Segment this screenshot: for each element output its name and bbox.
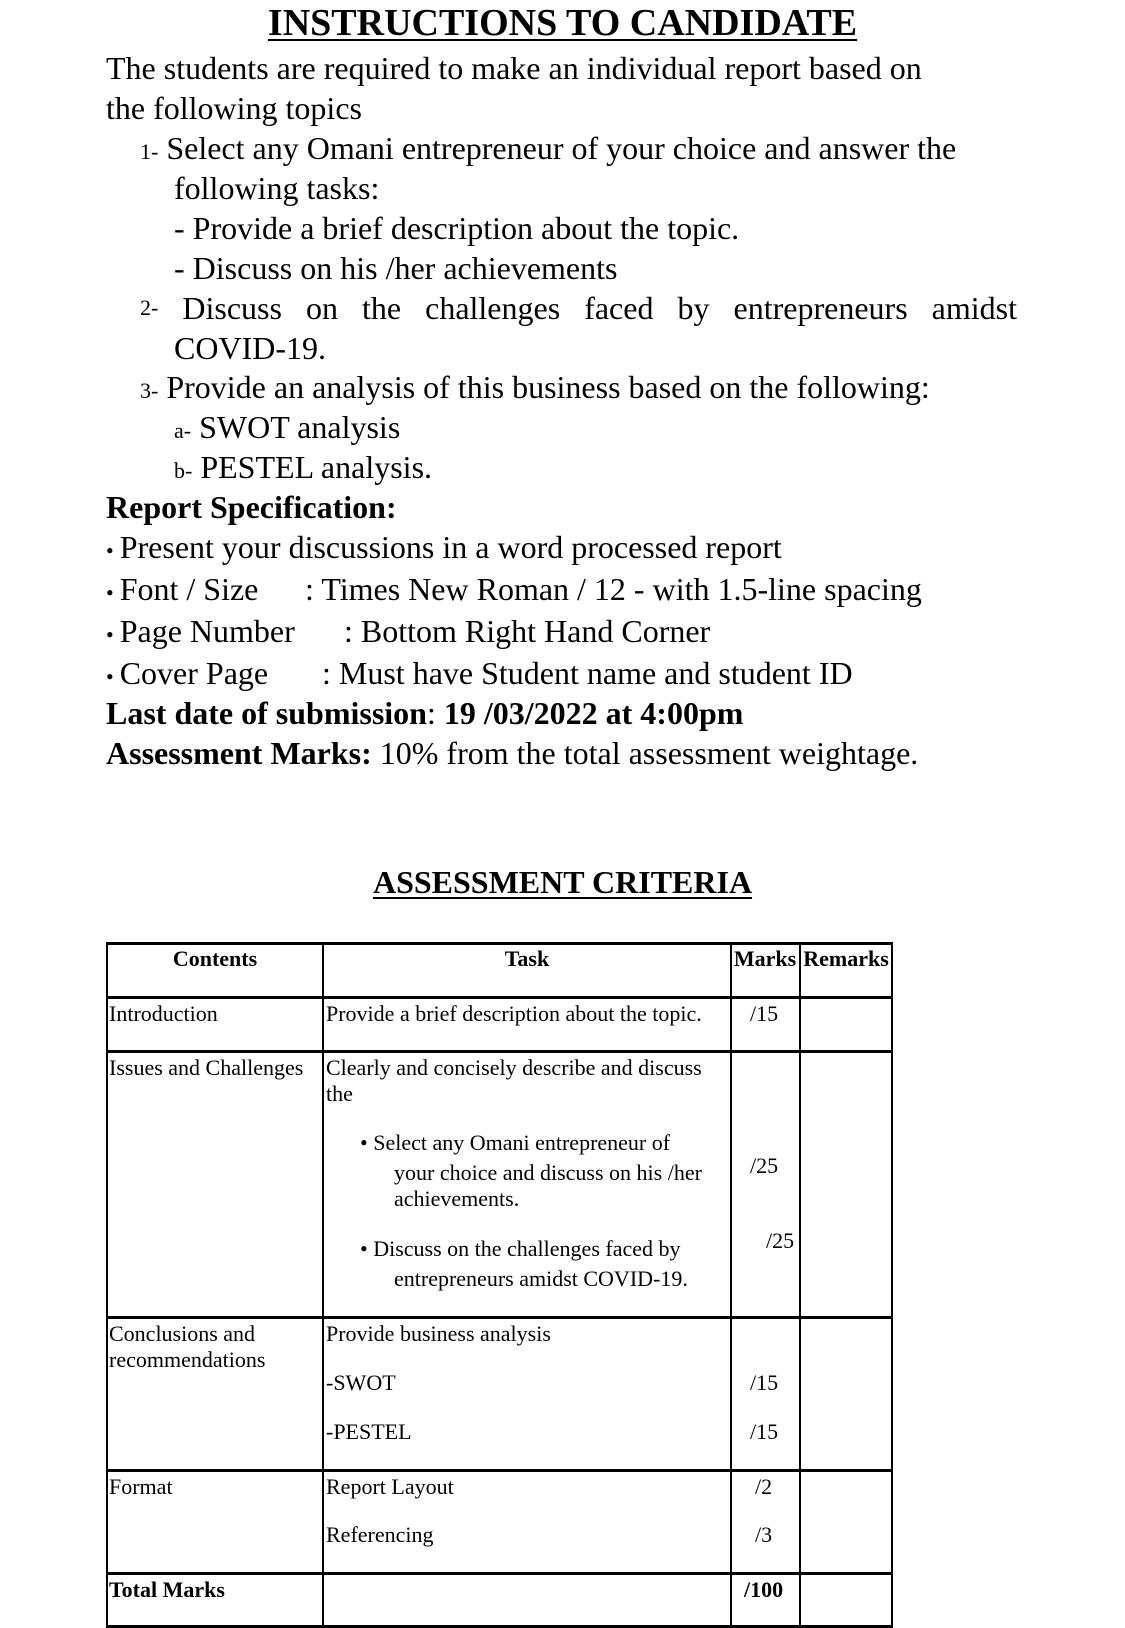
submission-line bbox=[106, 693, 743, 733]
row-format-layout: Report Layout bbox=[326, 1474, 454, 1499]
task-number: 3- bbox=[140, 378, 159, 403]
task-1 bbox=[140, 128, 956, 172]
issues-bullet-2-mark: /25 bbox=[766, 1228, 795, 1253]
spec-item-1 bbox=[106, 527, 782, 571]
issues-bullet-2 bbox=[360, 1236, 681, 1262]
bullet-icon: • bbox=[106, 664, 114, 689]
assessment-line bbox=[106, 733, 918, 773]
issues-bullet-1-line-2: your choice and discuss on his /her bbox=[394, 1160, 702, 1185]
task-text: Select any Omani entrepreneur of your choice and answer the bbox=[166, 130, 957, 166]
table-border bbox=[106, 996, 893, 999]
spec-label: Font / Size bbox=[119, 571, 259, 607]
row-conclusions-pestel-mark: /15 bbox=[750, 1419, 779, 1444]
bullet-text: Discuss on the challenges faced by bbox=[373, 1236, 681, 1261]
row-total-mark: /100 bbox=[744, 1577, 784, 1602]
task-number: 1- bbox=[140, 139, 159, 164]
bullet-icon: • bbox=[106, 538, 114, 563]
row-total-content: Total Marks bbox=[109, 1577, 225, 1602]
intro-line-1: The students are required to make an individual report based on bbox=[106, 50, 922, 86]
intro-line-2: the following topics bbox=[106, 90, 362, 126]
spec-label: Cover Page bbox=[119, 655, 269, 691]
table-border bbox=[730, 942, 732, 1628]
row-format-referencing-mark: /3 bbox=[755, 1522, 773, 1547]
spec-item-3 bbox=[106, 611, 295, 655]
issues-bullet-1-line-3: achievements. bbox=[394, 1186, 520, 1211]
assessment-label: Assessment Marks: bbox=[106, 735, 372, 771]
task-word: Discuss bbox=[182, 290, 282, 326]
task-2 bbox=[140, 288, 1017, 328]
task-number: 2- bbox=[140, 295, 159, 320]
table-border bbox=[106, 1469, 893, 1472]
task-word: amidst bbox=[931, 290, 1017, 326]
table-border bbox=[106, 942, 893, 945]
assessment-value: 10% from the total assessment weightage. bbox=[379, 735, 919, 771]
table-border bbox=[106, 1572, 893, 1575]
bullet-text: Select any Omani entrepreneur of bbox=[373, 1130, 671, 1155]
bullet-icon: • bbox=[106, 580, 114, 605]
task-3-sub-b bbox=[174, 447, 432, 491]
header-marks: Marks bbox=[733, 946, 797, 971]
table-border bbox=[891, 942, 893, 1628]
sub-text: SWOT analysis bbox=[199, 409, 401, 445]
bullet-icon: • bbox=[106, 622, 114, 647]
criteria-title: ASSESSMENT CRITERIA bbox=[372, 864, 753, 900]
table-border bbox=[106, 1050, 893, 1053]
row-conclusions-swot-mark: /15 bbox=[750, 1370, 779, 1395]
row-introduction-task: Provide a brief description about the topic. bbox=[326, 1001, 702, 1026]
spec-item-4 bbox=[106, 653, 268, 697]
row-conclusions-content-1: Conclusions and bbox=[109, 1321, 256, 1346]
task-1-sub-1: - Provide a brief description about the topic. bbox=[174, 210, 740, 246]
task-word: entrepreneurs bbox=[733, 290, 908, 326]
sub-label: a- bbox=[174, 418, 192, 443]
table-border bbox=[799, 942, 801, 1628]
row-conclusions-pestel: -PESTEL bbox=[326, 1419, 412, 1444]
header-task: Task bbox=[504, 946, 550, 971]
task-word: by bbox=[677, 290, 710, 326]
issues-bullet-1-mark: /25 bbox=[750, 1153, 779, 1178]
row-conclusions-task: Provide business analysis bbox=[326, 1321, 551, 1346]
task-word: challenges bbox=[425, 290, 561, 326]
submission-date: 19 /03/2022 at 4:00pm bbox=[443, 695, 744, 731]
sub-label: b- bbox=[174, 458, 193, 483]
row-conclusions-swot: -SWOT bbox=[326, 1370, 396, 1395]
row-issues-content: Issues and Challenges bbox=[109, 1055, 304, 1080]
spec-value: : Times New Roman / 12 - with 1.5-line spacing bbox=[305, 571, 922, 607]
spec-value: : Bottom Right Hand Corner bbox=[344, 613, 711, 649]
row-introduction-content: Introduction bbox=[109, 1001, 218, 1026]
issues-bullet-1 bbox=[360, 1130, 670, 1156]
page-title: INSTRUCTIONS TO CANDIDATE bbox=[267, 2, 858, 44]
row-issues-task-1: Clearly and concisely describe and discuss bbox=[326, 1055, 702, 1080]
table-border bbox=[106, 1316, 893, 1319]
task-text: Provide an analysis of this business based on the following: bbox=[166, 369, 930, 405]
submission-label: Last date of submission bbox=[106, 695, 427, 731]
task-word: faced bbox=[584, 290, 654, 326]
task-2-continuation: COVID-19. bbox=[174, 330, 326, 366]
row-format-layout-mark: /2 bbox=[755, 1474, 773, 1499]
task-1-continuation: following tasks: bbox=[174, 170, 380, 206]
spec-label: Page Number bbox=[119, 613, 295, 649]
task-word: the bbox=[361, 290, 402, 326]
header-contents: Contents bbox=[172, 946, 258, 971]
bullet-icon: • bbox=[360, 1236, 368, 1261]
row-introduction-mark: /15 bbox=[750, 1001, 779, 1026]
bullet-icon: • bbox=[360, 1130, 368, 1155]
row-format-content: Format bbox=[109, 1474, 173, 1499]
row-issues-task-2: the bbox=[326, 1081, 353, 1106]
header-remarks: Remarks bbox=[803, 946, 889, 971]
spec-label: Present your discussions in a word processed report bbox=[119, 529, 782, 565]
issues-bullet-2-line-2: entrepreneurs amidst COVID-19. bbox=[394, 1266, 688, 1291]
report-spec-heading: Report Specification: bbox=[106, 489, 397, 525]
submission-colon: : bbox=[426, 695, 436, 731]
task-3 bbox=[140, 367, 930, 411]
spec-value: : Must have Student name and student ID bbox=[322, 655, 853, 691]
task-word: on bbox=[305, 290, 338, 326]
sub-text: PESTEL analysis. bbox=[200, 449, 433, 485]
task-1-sub-2: - Discuss on his /her achievements bbox=[174, 250, 618, 286]
row-conclusions-content-2: recommendations bbox=[109, 1347, 266, 1372]
table-border bbox=[322, 942, 324, 1628]
spec-item-2 bbox=[106, 569, 258, 613]
row-format-referencing: Referencing bbox=[326, 1522, 434, 1547]
table-border bbox=[106, 942, 108, 1628]
task-3-sub-a bbox=[174, 407, 400, 451]
